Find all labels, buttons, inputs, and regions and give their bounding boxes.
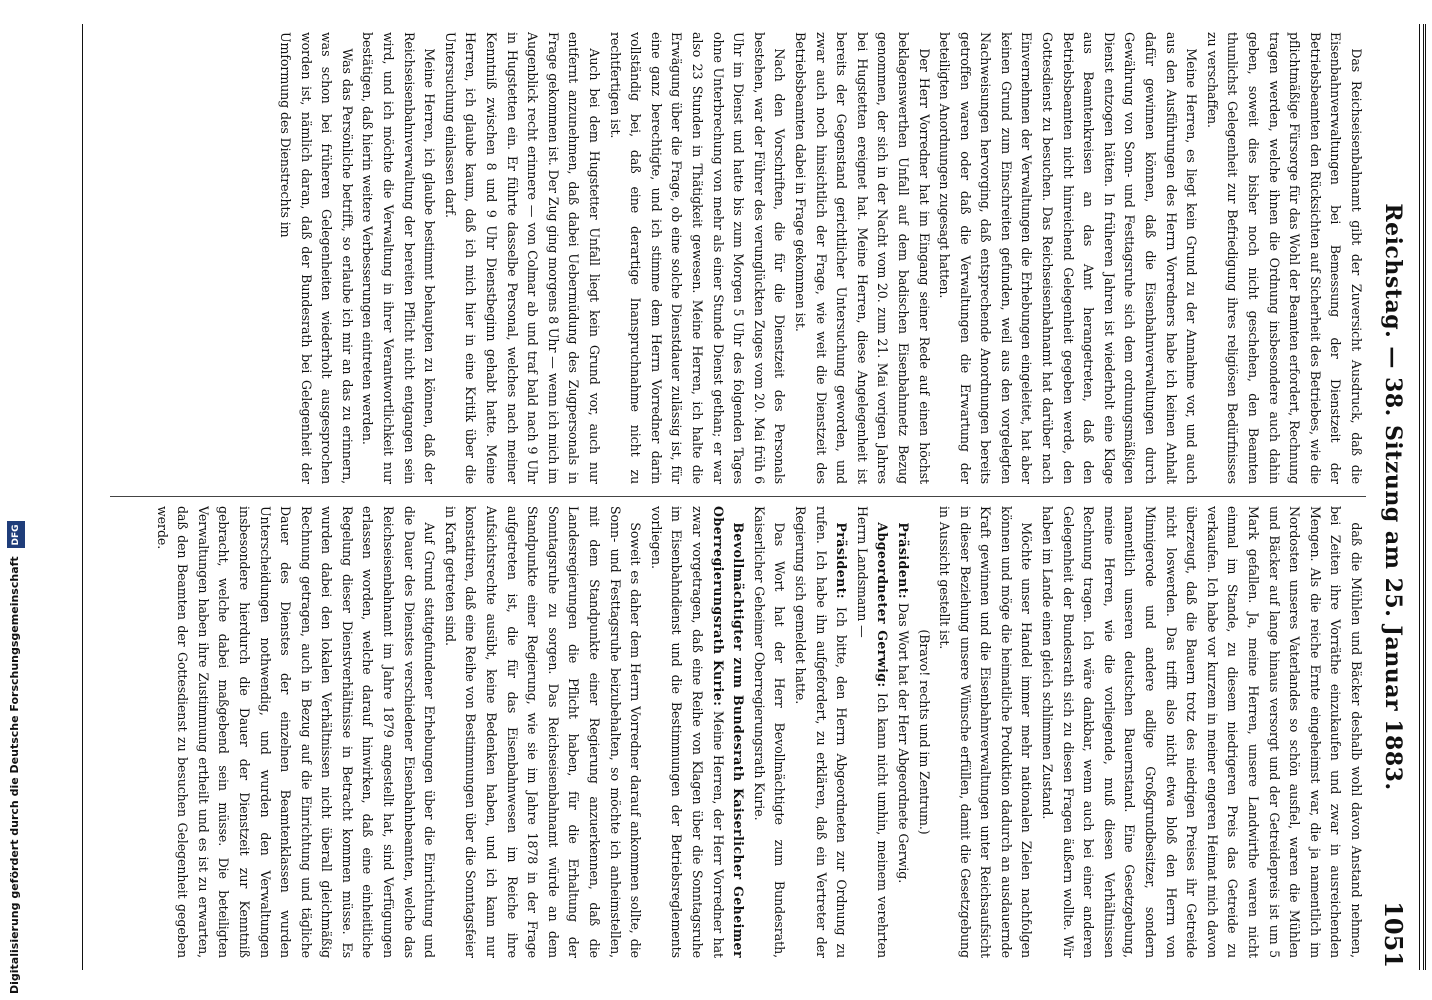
paragraph: daß die Mühlen und Bäcker deshalb wohl davon Anstand nehmen, bei Zeiten ihre Vorräthe einzukaufen und zwar in ausreichenden Mengen. Als die reiche Ernte eingeheimst war, die ja namentlich im Nordosten unseres Vaterlandes so schön ausfiel, waren die Mühlen und Bäcker auf lange hinaus versorgt und der Getreidepreis ist um 5 Mark gefallen. Ja, meine Herren, unsere Landwirthe waren nicht einmal im Stande, zu diesem niedrigeren Preis das Getreide zu verkaufen. Ich habe vor kurzem in meiner engeren Heimat mich davon überzeugt, daß die Bauern trotz des niedrigen Preises ihr Getreide nicht loswerden. Das trifft also nicht etwa bloß den Herrn von Minnigerode und andere adlige Großgrundbesitzer, sondern namentlich unseren deutschen Bauernstand. Eine Gesetzgebung, meine Herren, wie die vorliegende, muß diesen Verhältnissen Rechnung tragen. Ich wäre dankbar, wenn auch bei einer anderen Gelegenheit der Bundesrath sich zu diesen Fragen äußern wollte. Wir haben im Lande einen gleich schlimmen Zustand.	[1040, 506, 1364, 958]
paragraph: Soweit es daher dem Herrn Vorredner darauf ankommen sollte, die Sonn- und Festtagsruhe beizubehalten, so möchte ich anheimstellen, mit dem Standpunkte einer Regierung anzuerkennen, daß die Landesregierungen die Pflicht haben, für die Erhaltung der Sonntagsruhe zu sorgen. Das Reichseisenbahnamt würde an dem Standpunkte einer Regierung, wie sie im Jahre 1878 in der Frage aufgetreten ist, die für das Eisenbahnwesen im Reiche ihre Aufsichtsrechte ausübt, keine Bedenken haben, und ich kann nur konstatiren, daß eine Reihe von Bestimmungen über die Sonntagsfeier in Kraft getreten sind.	[442, 506, 644, 958]
paragraph: Das Wort hat der Herr Bevollmächtigte zum Bundesrath, Kaiserlicher Geheimer Oberregierungsrath Kurie.	[751, 506, 788, 958]
paragraph: Meine Herren, ich glaube bestimmt behaupten zu können, daß der Reichseisenbahnverwaltung der bereiten Pflicht nicht entgangen sein wird, und ich möchte die Verwaltung in ihrer Verantwortlichkeit nur bestätigen, daß hierin weitere Verbesserungen eintreten werden.	[360, 32, 438, 484]
page-number: 1051	[1379, 901, 1408, 968]
paragraph: Auch bei dem Hugstetter Unfall liegt kein Grund vor, auch nur entfernt anzunehmen, daß dabei Uebermüdung des Zugpersonals in Frage gekommen ist. Der Zug ging morgens 8 Uhr — wenn ich mich im Augenblick recht erinnere — von Colmar ab und traf bald nach 9 Uhr in Hugstetten ein. Er führte dasselbe Personal, welches nach meiner Kenntniß zwischen 8 und 9 Uhr Dienstbeginn gehabt hatte. Meine Herren, ich glaube kaum, daß ich mich hier in eine Kritik über die Untersuchung einlassen darf.	[442, 32, 603, 484]
paragraph: Nach den Vorschriften, die für die Dienstzeit des Personals bestehen, war der Führer des verunglückten Zuges vom 20. Mai früh 6 Uhr im Dienst und hatte bis zum Morgen 5 Uhr des folgenden Tages ohne Unterbrechung von mehr als einer Stunde Dienst gethan; er war also 23 Stunden in Thätigkeit gewesen. Meine Herren, ich halte die Erwägung über die Frage, ob eine solche Dienstdauer zulässig ist, für eine ganz berechtigte, und ich stimme dem Herrn Vorredner darin vollständig bei, daß eine derartige Inanspruchnahme nicht zu rechtfertigen ist.	[607, 32, 788, 484]
paragraph: Auf Grund stattgefundener Erhebungen über die Einrichtung und die Dauer des Dienstes verschiedener Eisenbahnbeamten, welche das Reichseisenbahnamt im Jahre 1879 angestellt hat, sind Verfügungen erlassen worden, welche darauf hinwirken, daß eine einheitliche Regelung dieser Dienstverhältnisse in Betracht kommen müsse. Es wurden dabei den lokalen Verhältnissen nicht überall gleichmäßig Rechnung getragen, auch in Bezug auf die Einrichtung und tägliche Dauer des Dienstes der einzelnen Beamtenklassen wurden Unterscheidungen nothwendig, und wurden den Verwaltungen insbesondere hierdurch die Dauer der Dienstzeit zur Kenntniß gebracht, welche dabei maßgebend sein müsse. Die beteiligten Verwaltungen haben ihre Zustimmung ertheilt und es ist zu erwarten, daß den Beamten der Gottesdienst zu besuchen Gelegenheit gegeben werde.	[154, 506, 438, 958]
paragraph: Abgeordneter Gerwig: Ich kann nicht umhin, meinem verehrten Herrn Landsmann —	[854, 506, 891, 958]
dfg-logo: DFG	[7, 521, 25, 548]
paragraph: Präsident: Ich bitte, den Herrn Abgeordneten zur Ordnung zu rufen. Ich habe ihn aufgefordert, zu erklären, daß ein Vertreter der Regierung sich gemeldet hatte.	[792, 506, 850, 958]
header-rule-thin	[1419, 24, 1420, 970]
digitization-note	[6, 0, 24, 1000]
header-rule	[1423, 24, 1426, 970]
footer-rule	[82, 24, 83, 970]
paragraph: Möchte unser Handel immer mehr nationalen Zielen nachfolgen können und möge die heimatliche Produktion dadurch an ausdauernde Kraft gewinnen und die Eisenbahnverwaltungen unter Reichsaufsicht in dieser Beziehung unsere Wünsche erfüllen, damit die Gesetzgebung in Aussicht gestellt ist.	[937, 506, 1035, 958]
paragraph: Der Herr Vorredner hat im Eingang seiner Rede auf einen höchst beklagenswerthen Unfall auf dem badischen Eisenbahnnetz Bezug genommen, der sich in der Nacht vom 20. zum 21. Mai vorigen Jahres bei Hugstetten ereignet hat. Meine Herren, diese Angelegenheit ist bereits der Gegenstand gerichtlicher Untersuchung geworden, und zwar auch noch hinsichtlich der Frage, wie weit die Dienstzeit des Betriebsbeamten dabei in Frage gekommen ist.	[792, 32, 932, 484]
running-title: Reichstag. — 38. Sitzung am 25. Januar 1883.	[1380, 203, 1406, 791]
running-header	[1372, 24, 1418, 970]
digitization-note-text: Digitalisierung gefördert durch die Deutsche Forschungsgemeinschaft	[8, 556, 21, 994]
paragraph: Bevollmächtigter zum Bundesrath Kaiserlicher Geheimer Oberregierungsrath Kurie: Meine Herren, der Herr Vorredner hat zwar vorgetragen, daß eine Reihe von Klagen über die Sonntagsruhe im Eisenbahndienst und die Bestimmungen der Betriebsreglements vorliegen.	[648, 506, 747, 958]
paragraph: (Bravo! rechts und im Zentrum.)	[916, 629, 932, 835]
paragraph: Meine Herren, es liegt kein Grund zu der Annahme vor, und auch aus den Ausführungen des Herrn Vorredners habe ich keinen Anhalt dafür gewinnen können, daß die Eisenbahnverwaltungen durch Gewährung von Sonn- und Festtagsruhe sich dem ordnungsmäßigen Dienst entzogen hätten. In früheren Jahren ist wiederholt eine Klage aus Beamtenkreisen an das Amt herangetreten, daß den Betriebsbeamten nicht hinreichend Gelegenheit gegeben werde, den Gottesdienst zu besuchen. Das Reichseisenbahnamt hat darüber nach Einvernehmen der Verwaltungen die Erhebungen eingeleitet, hat aber keinen Grund zum Einschreiten gefunden, weil aus den vorgelegten Nachweisungen hervorging, daß entsprechende Anordnungen bereits getroffen waren oder daß die Verwaltungen die Erwartung der beteiligten Anordnungen zugesagt hatten.	[937, 32, 1200, 484]
right-column	[110, 506, 1366, 958]
paragraph: Was das Persönliche betrifft, so erlaube ich mir an das zu erinnern, was schon bei früheren Gelegenheiten wiederholt ausgesprochen worden ist, nämlich daran, daß der Bundesrath bei Gelegenheit der Umformung des Dienstrechts im	[278, 32, 355, 484]
left-column	[110, 32, 1366, 484]
paragraph: Das Reichseisenbahnamt gibt der Zuversicht Ausdruck, daß die Eisenbahnverwaltungen bei Bemessung der Dienstzeit der Betriebsbeamten den Rücksichten auf Sicherheit des Betriebes, wie die pflichtmäßige Fürsorge für das Wohl der Beamten erfordert, Rechnung tragen werden, welche ihnen die Ordnung insbesondere auch dahin geben, soweit dies bisher noch nicht geschehen, den Beamten thunlichst Gelegenheit zur Befriedigung ihres religiösen Bedürfnisses zu verschaffen.	[1204, 32, 1364, 484]
paragraph: Präsident: Das Wort hat der Herr Abgeordnete Gerwig.	[895, 522, 911, 884]
column-separator	[110, 496, 1366, 497]
